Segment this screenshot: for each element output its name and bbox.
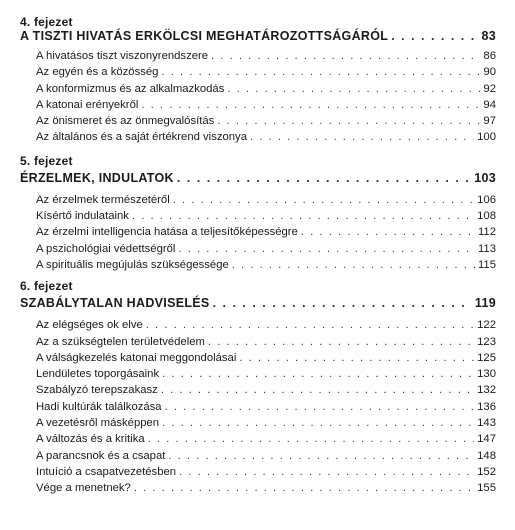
page-number: 119 [474,296,496,311]
toc-entry [20,64,496,80]
entry-page: 155 [477,482,496,495]
entry-title: Az érzelmek természetéről [36,193,170,206]
entry-page: 152 [477,465,496,478]
toc-entry [20,334,496,350]
toc-entry [20,241,496,257]
entry-page: 122 [477,319,496,332]
entry-title: A parancsnok és a csapat [36,449,166,462]
dot-leader [391,29,478,44]
dot-leader [168,448,474,464]
entry-page: 100 [477,131,496,144]
entry-page: 106 [477,193,496,206]
entry-title: Az egyén és a közösség [36,66,159,79]
toc-entry [20,399,496,415]
toc-entry [20,448,496,464]
entry-page: 132 [477,384,496,397]
entry-title: Lendületes toporgásaink [36,368,160,381]
dot-leader [213,296,472,311]
dot-leader [173,192,474,208]
dot-leader [141,97,480,113]
chapter-number: 6. fejezet [20,279,73,294]
entry-page: 112 [477,226,496,239]
toc-entry [20,224,496,240]
entry-title: Intuíció a csapatvezetésben [36,465,177,478]
chapter-title-row [20,29,496,44]
chapter-title: SZABÁLYTALAN HADVISELÉS [20,296,210,311]
entry-title: A változás és a kritika [36,433,145,446]
entry-title: Az a szükségtelen területvédelem [36,335,205,348]
dot-leader [165,399,475,415]
dot-leader [177,171,471,186]
entry-title: Szabályzó terepszakasz [36,384,158,397]
toc-entry [20,317,496,333]
entry-title: Az elégséges ok elve [36,319,143,332]
entry-page: 130 [477,368,496,381]
chapter-title: ÉRZELMEK, INDULATOK [20,170,174,185]
dot-leader [178,241,475,257]
chapter-title-row [20,296,496,311]
entry-page: 148 [477,449,496,462]
entry-page: 108 [477,210,496,223]
entry-title: A katonai erényekről [36,98,139,111]
entry-title: A válságkezelés katonai meggondolásai [36,351,237,364]
chapter-number: 4. fejezet [20,15,73,29]
toc-entry [20,208,496,224]
dot-leader [134,480,474,496]
toc-entry [20,382,496,398]
toc-entry [20,431,496,447]
toc-entry [20,464,496,480]
dot-leader [161,382,474,398]
entry-page: 86 [483,50,496,62]
entry-page: 115 [477,258,496,271]
chapter-title-row [20,171,496,186]
toc-entry [20,97,496,113]
entry-page: 123 [477,335,496,348]
entry-title: A vezetésről másképpen [36,417,160,430]
dot-leader [301,224,475,240]
dot-leader [250,129,474,145]
chapter-6 [20,279,496,496]
toc-entry [20,480,496,496]
page-number: 83 [481,29,496,43]
dot-leader [148,431,475,447]
entry-page: 147 [477,433,496,446]
entry-title: A hivatásos tiszt viszonyrendszere [36,50,209,62]
dot-leader [217,113,480,129]
dot-leader [132,208,474,224]
dot-leader [146,317,474,333]
entry-page: 143 [477,417,496,430]
entry-page: 97 [483,115,496,128]
dot-leader [211,48,480,64]
dot-leader [208,334,474,350]
entry-title: A konformizmus és az alkalmazkodás [36,82,225,95]
entry-title: A pszichológiai védettségről [36,242,176,255]
entry-page: 90 [483,66,496,79]
dot-leader [227,81,480,97]
dot-leader [239,350,474,366]
entry-page: 136 [477,400,496,413]
entry-title: Az általános és a saját értékrend viszonya [36,131,247,144]
entry-title: Kísértő indulataink [36,210,129,223]
entry-title: Vége a menetnek? [36,482,131,495]
chapter-4 [20,15,496,146]
toc-entry [20,129,496,145]
toc-entry [20,366,496,382]
chapter-5 [20,154,496,273]
dot-leader [162,415,474,431]
chapter-title: A TISZTI HIVATÁS ERKÖLCSI MEGHATÁROZOTTSÁGÁRÓL [20,29,389,43]
toc-entry [20,350,496,366]
entry-page: 113 [477,242,496,255]
toc-entry [20,81,496,97]
toc-entry [20,113,496,129]
toc-entry [20,48,496,64]
entry-page: 125 [477,351,496,364]
dot-leader [161,64,480,80]
chapter-number: 5. fejezet [20,153,73,168]
toc-entry [20,192,496,208]
dot-leader [179,464,474,480]
entry-title: Az érzelmi intelligencia hatása a teljesítőképességre [36,226,298,239]
toc-entry [20,415,496,431]
entry-title: A spirituális megújulás szükségessége [36,258,229,271]
entry-page: 94 [483,98,496,111]
entry-page: 92 [483,82,496,95]
entry-title: Hadi kultúrák találkozása [36,400,162,413]
dot-leader [232,257,475,273]
page-number: 103 [474,170,496,185]
toc-entry [20,257,496,273]
entry-title: Az önismeret és az önmegvalósítás [36,115,215,128]
table-of-contents [20,0,496,497]
dot-leader [162,366,474,382]
